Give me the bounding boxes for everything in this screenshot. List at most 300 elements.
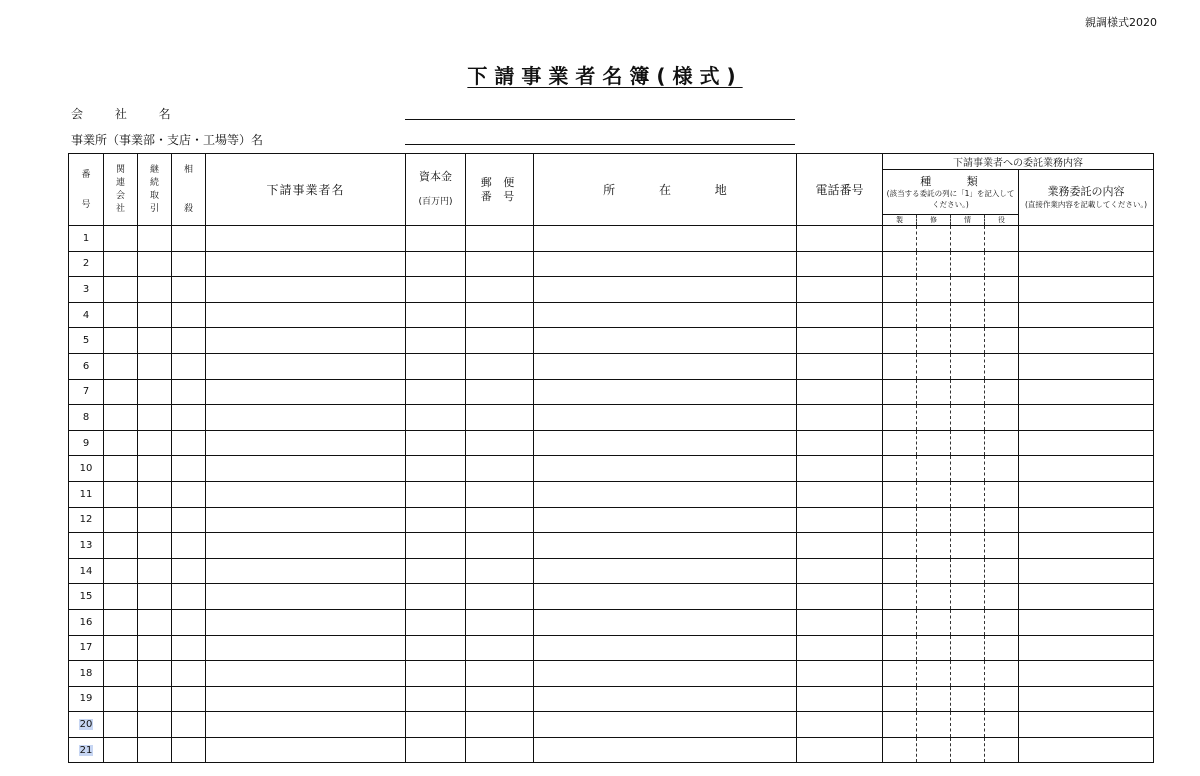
kind-service-cell[interactable] bbox=[985, 712, 1019, 738]
kind-repair-cell[interactable] bbox=[917, 430, 951, 456]
affiliate-cell[interactable] bbox=[104, 584, 138, 610]
row-number-text: 8 bbox=[82, 411, 90, 423]
kind-service-cell[interactable] bbox=[985, 507, 1019, 533]
address-cell[interactable] bbox=[534, 302, 797, 328]
row-number bbox=[69, 481, 104, 507]
affiliate-cell[interactable] bbox=[104, 635, 138, 661]
postal-cell[interactable] bbox=[466, 405, 534, 431]
continuing-cell[interactable] bbox=[138, 456, 172, 482]
phone-cell[interactable] bbox=[797, 405, 883, 431]
affiliate-cell[interactable] bbox=[104, 712, 138, 738]
capital-cell[interactable] bbox=[406, 456, 466, 482]
name-cell[interactable] bbox=[206, 712, 406, 738]
equal-cell[interactable] bbox=[172, 405, 206, 431]
continuing-cell[interactable] bbox=[138, 226, 172, 252]
table-row bbox=[69, 251, 1154, 277]
affiliate-cell[interactable] bbox=[104, 661, 138, 687]
equal-cell[interactable] bbox=[172, 456, 206, 482]
name-cell[interactable] bbox=[206, 328, 406, 354]
affiliate-cell[interactable] bbox=[104, 609, 138, 635]
capital-cell[interactable] bbox=[406, 737, 466, 763]
continuing-cell[interactable] bbox=[138, 661, 172, 687]
name-cell[interactable] bbox=[206, 481, 406, 507]
name-cell[interactable] bbox=[206, 251, 406, 277]
name-cell[interactable] bbox=[206, 533, 406, 559]
address-cell[interactable] bbox=[534, 277, 797, 303]
equal-cell[interactable] bbox=[172, 481, 206, 507]
address-cell[interactable] bbox=[534, 251, 797, 277]
kind-manufacturing-cell[interactable] bbox=[883, 609, 917, 635]
content-cell[interactable] bbox=[1019, 635, 1154, 661]
capital-cell[interactable] bbox=[406, 635, 466, 661]
kind-manufacturing-cell[interactable] bbox=[883, 379, 917, 405]
capital-cell[interactable] bbox=[406, 226, 466, 252]
continuing-cell[interactable] bbox=[138, 635, 172, 661]
content-cell[interactable] bbox=[1019, 405, 1154, 431]
content-cell[interactable] bbox=[1019, 558, 1154, 584]
company-name-field[interactable] bbox=[405, 119, 795, 120]
affiliate-cell[interactable] bbox=[104, 686, 138, 712]
affiliate-cell[interactable] bbox=[104, 533, 138, 559]
address-cell[interactable] bbox=[534, 405, 797, 431]
kind-repair-cell[interactable] bbox=[917, 558, 951, 584]
equal-cell[interactable] bbox=[172, 226, 206, 252]
address-cell[interactable] bbox=[534, 737, 797, 763]
equal-cell[interactable] bbox=[172, 635, 206, 661]
address-cell[interactable] bbox=[534, 558, 797, 584]
kind-repair-cell[interactable] bbox=[917, 379, 951, 405]
kind-information-cell[interactable] bbox=[951, 609, 985, 635]
kind-manufacturing-cell[interactable] bbox=[883, 226, 917, 252]
content-cell[interactable] bbox=[1019, 328, 1154, 354]
page-title bbox=[0, 60, 1200, 89]
kind-information-cell[interactable] bbox=[951, 558, 985, 584]
continuing-cell[interactable] bbox=[138, 405, 172, 431]
kind-information-cell[interactable] bbox=[951, 507, 985, 533]
affiliate-cell[interactable] bbox=[104, 430, 138, 456]
header-subcontractor-name: 下請事業者名 bbox=[206, 154, 406, 226]
affiliate-cell[interactable] bbox=[104, 302, 138, 328]
row-number-text: 15 bbox=[79, 591, 93, 603]
equal-cell[interactable] bbox=[172, 277, 206, 303]
kind-information-cell[interactable] bbox=[951, 584, 985, 610]
name-cell[interactable] bbox=[206, 379, 406, 405]
address-cell[interactable] bbox=[534, 456, 797, 482]
kind-repair-cell[interactable] bbox=[917, 302, 951, 328]
name-cell[interactable] bbox=[206, 226, 406, 252]
row-number-text: 7 bbox=[82, 386, 90, 398]
phone-cell[interactable] bbox=[797, 712, 883, 738]
kind-service-cell[interactable] bbox=[985, 558, 1019, 584]
phone-cell[interactable] bbox=[797, 609, 883, 635]
kind-information-cell[interactable] bbox=[951, 533, 985, 559]
kind-manufacturing-cell[interactable] bbox=[883, 430, 917, 456]
affiliate-cell[interactable] bbox=[104, 405, 138, 431]
row-number bbox=[69, 456, 104, 482]
phone-cell[interactable] bbox=[797, 507, 883, 533]
content-cell[interactable] bbox=[1019, 302, 1154, 328]
continuing-cell[interactable] bbox=[138, 686, 172, 712]
kind-repair-cell[interactable] bbox=[917, 533, 951, 559]
continuing-cell[interactable] bbox=[138, 353, 172, 379]
postal-cell[interactable] bbox=[466, 226, 534, 252]
capital-cell[interactable] bbox=[406, 353, 466, 379]
name-cell[interactable] bbox=[206, 302, 406, 328]
name-cell[interactable] bbox=[206, 609, 406, 635]
postal-cell[interactable] bbox=[466, 609, 534, 635]
address-cell[interactable] bbox=[534, 507, 797, 533]
kind-manufacturing-cell[interactable] bbox=[883, 558, 917, 584]
content-cell[interactable] bbox=[1019, 533, 1154, 559]
kind-information-cell[interactable] bbox=[951, 712, 985, 738]
address-cell[interactable] bbox=[534, 353, 797, 379]
kind-service-cell[interactable] bbox=[985, 430, 1019, 456]
name-cell[interactable] bbox=[206, 405, 406, 431]
address-cell[interactable] bbox=[534, 712, 797, 738]
phone-cell[interactable] bbox=[797, 635, 883, 661]
phone-cell[interactable] bbox=[797, 353, 883, 379]
capital-cell[interactable] bbox=[406, 481, 466, 507]
equal-cell[interactable] bbox=[172, 686, 206, 712]
kind-information-cell[interactable] bbox=[951, 661, 985, 687]
address-cell[interactable] bbox=[534, 328, 797, 354]
kind-service-cell[interactable] bbox=[985, 584, 1019, 610]
continuing-cell[interactable] bbox=[138, 737, 172, 763]
kind-information-cell[interactable] bbox=[951, 353, 985, 379]
equal-cell[interactable] bbox=[172, 584, 206, 610]
content-cell[interactable] bbox=[1019, 712, 1154, 738]
name-cell[interactable] bbox=[206, 353, 406, 379]
kind-information-cell[interactable] bbox=[951, 737, 985, 763]
capital-cell[interactable] bbox=[406, 558, 466, 584]
kind-repair-cell[interactable] bbox=[917, 584, 951, 610]
phone-cell[interactable] bbox=[797, 481, 883, 507]
equal-cell[interactable] bbox=[172, 533, 206, 559]
kind-service-cell[interactable] bbox=[985, 686, 1019, 712]
postal-cell[interactable] bbox=[466, 712, 534, 738]
kind-repair-cell[interactable] bbox=[917, 712, 951, 738]
kind-repair-cell[interactable] bbox=[917, 686, 951, 712]
kind-service-cell[interactable] bbox=[985, 226, 1019, 252]
postal-cell[interactable] bbox=[466, 481, 534, 507]
address-cell[interactable] bbox=[534, 635, 797, 661]
kind-service-cell[interactable] bbox=[985, 277, 1019, 303]
equal-cell[interactable] bbox=[172, 712, 206, 738]
kind-information-cell[interactable] bbox=[951, 430, 985, 456]
row-number-text: 17 bbox=[79, 642, 93, 654]
phone-cell[interactable] bbox=[797, 302, 883, 328]
phone-cell[interactable] bbox=[797, 558, 883, 584]
postal-cell[interactable] bbox=[466, 302, 534, 328]
postal-cell[interactable] bbox=[466, 353, 534, 379]
phone-cell[interactable] bbox=[797, 533, 883, 559]
postal-cell[interactable] bbox=[466, 430, 534, 456]
kind-repair-cell[interactable] bbox=[917, 661, 951, 687]
header-kind-repair: 修 bbox=[917, 215, 951, 226]
kind-information-cell[interactable] bbox=[951, 251, 985, 277]
equal-cell[interactable] bbox=[172, 251, 206, 277]
postal-cell[interactable] bbox=[466, 251, 534, 277]
capital-cell[interactable] bbox=[406, 251, 466, 277]
address-cell[interactable] bbox=[534, 584, 797, 610]
kind-service-cell[interactable] bbox=[985, 405, 1019, 431]
row-number-text: 14 bbox=[79, 565, 93, 577]
content-cell[interactable] bbox=[1019, 507, 1154, 533]
affiliate-cell[interactable] bbox=[104, 558, 138, 584]
kind-repair-cell[interactable] bbox=[917, 737, 951, 763]
content-cell[interactable] bbox=[1019, 251, 1154, 277]
content-cell[interactable] bbox=[1019, 456, 1154, 482]
affiliate-cell[interactable] bbox=[104, 379, 138, 405]
kind-repair-cell[interactable] bbox=[917, 328, 951, 354]
kind-repair-cell[interactable] bbox=[917, 635, 951, 661]
kind-repair-cell[interactable] bbox=[917, 353, 951, 379]
continuing-cell[interactable] bbox=[138, 558, 172, 584]
row-number-text: 2 bbox=[82, 258, 90, 270]
kind-manufacturing-cell[interactable] bbox=[883, 737, 917, 763]
row-number bbox=[69, 226, 104, 252]
kind-manufacturing-cell[interactable] bbox=[883, 405, 917, 431]
content-cell[interactable] bbox=[1019, 737, 1154, 763]
name-cell[interactable] bbox=[206, 430, 406, 456]
kind-information-cell[interactable] bbox=[951, 379, 985, 405]
kind-manufacturing-cell[interactable] bbox=[883, 533, 917, 559]
capital-cell[interactable] bbox=[406, 302, 466, 328]
content-cell[interactable] bbox=[1019, 379, 1154, 405]
kind-service-cell[interactable] bbox=[985, 609, 1019, 635]
name-cell[interactable] bbox=[206, 507, 406, 533]
kind-manufacturing-cell[interactable] bbox=[883, 507, 917, 533]
kind-service-cell[interactable] bbox=[985, 635, 1019, 661]
phone-cell[interactable] bbox=[797, 686, 883, 712]
office-name-field[interactable] bbox=[405, 144, 795, 145]
continuing-cell[interactable] bbox=[138, 712, 172, 738]
content-cell[interactable] bbox=[1019, 609, 1154, 635]
continuing-cell[interactable] bbox=[138, 430, 172, 456]
affiliate-cell[interactable] bbox=[104, 226, 138, 252]
phone-cell[interactable] bbox=[797, 379, 883, 405]
name-cell[interactable] bbox=[206, 456, 406, 482]
content-cell[interactable] bbox=[1019, 686, 1154, 712]
phone-cell[interactable] bbox=[797, 251, 883, 277]
postal-cell[interactable] bbox=[466, 456, 534, 482]
affiliate-cell[interactable] bbox=[104, 737, 138, 763]
address-cell[interactable] bbox=[534, 430, 797, 456]
equal-cell[interactable] bbox=[172, 609, 206, 635]
kind-manufacturing-cell[interactable] bbox=[883, 712, 917, 738]
name-cell[interactable] bbox=[206, 584, 406, 610]
postal-cell[interactable] bbox=[466, 584, 534, 610]
kind-service-cell[interactable] bbox=[985, 328, 1019, 354]
content-cell[interactable] bbox=[1019, 226, 1154, 252]
content-cell[interactable] bbox=[1019, 430, 1154, 456]
capital-cell[interactable] bbox=[406, 661, 466, 687]
table-row bbox=[69, 584, 1154, 610]
kind-manufacturing-cell[interactable] bbox=[883, 328, 917, 354]
kind-service-cell[interactable] bbox=[985, 302, 1019, 328]
kind-repair-cell[interactable] bbox=[917, 507, 951, 533]
postal-cell[interactable] bbox=[466, 379, 534, 405]
kind-manufacturing-cell[interactable] bbox=[883, 635, 917, 661]
capital-cell[interactable] bbox=[406, 609, 466, 635]
equal-cell[interactable] bbox=[172, 737, 206, 763]
equal-cell[interactable] bbox=[172, 379, 206, 405]
table-row bbox=[69, 507, 1154, 533]
kind-manufacturing-cell[interactable] bbox=[883, 481, 917, 507]
kind-information-cell[interactable] bbox=[951, 635, 985, 661]
continuing-cell[interactable] bbox=[138, 609, 172, 635]
kind-manufacturing-cell[interactable] bbox=[883, 251, 917, 277]
name-cell[interactable] bbox=[206, 661, 406, 687]
equal-cell[interactable] bbox=[172, 507, 206, 533]
kind-information-cell[interactable] bbox=[951, 226, 985, 252]
phone-cell[interactable] bbox=[797, 661, 883, 687]
address-cell[interactable] bbox=[534, 686, 797, 712]
kind-information-cell[interactable] bbox=[951, 328, 985, 354]
kind-repair-cell[interactable] bbox=[917, 481, 951, 507]
address-cell[interactable] bbox=[534, 661, 797, 687]
form-code: 親調様式2020 bbox=[1085, 16, 1157, 29]
name-cell[interactable] bbox=[206, 558, 406, 584]
postal-cell[interactable] bbox=[466, 277, 534, 303]
equal-cell[interactable] bbox=[172, 353, 206, 379]
table-body bbox=[69, 226, 1154, 763]
kind-service-cell[interactable] bbox=[985, 251, 1019, 277]
affiliate-cell[interactable] bbox=[104, 328, 138, 354]
affiliate-cell[interactable] bbox=[104, 353, 138, 379]
capital-cell[interactable] bbox=[406, 430, 466, 456]
kind-manufacturing-cell[interactable] bbox=[883, 353, 917, 379]
company-name-label: 会 社 名 bbox=[71, 107, 172, 121]
continuing-cell[interactable] bbox=[138, 302, 172, 328]
kind-service-cell[interactable] bbox=[985, 481, 1019, 507]
capital-cell[interactable] bbox=[406, 507, 466, 533]
continuing-cell[interactable] bbox=[138, 277, 172, 303]
kind-information-cell[interactable] bbox=[951, 302, 985, 328]
capital-cell[interactable] bbox=[406, 584, 466, 610]
postal-cell[interactable] bbox=[466, 328, 534, 354]
kind-information-cell[interactable] bbox=[951, 405, 985, 431]
capital-cell[interactable] bbox=[406, 405, 466, 431]
postal-cell[interactable] bbox=[466, 533, 534, 559]
kind-manufacturing-cell[interactable] bbox=[883, 277, 917, 303]
kind-manufacturing-cell[interactable] bbox=[883, 302, 917, 328]
kind-information-cell[interactable] bbox=[951, 481, 985, 507]
continuing-cell[interactable] bbox=[138, 533, 172, 559]
table-row bbox=[69, 661, 1154, 687]
kind-information-cell[interactable] bbox=[951, 686, 985, 712]
content-cell[interactable] bbox=[1019, 353, 1154, 379]
postal-cell[interactable] bbox=[466, 737, 534, 763]
affiliate-cell[interactable] bbox=[104, 507, 138, 533]
continuing-cell[interactable] bbox=[138, 507, 172, 533]
name-cell[interactable] bbox=[206, 737, 406, 763]
content-cell[interactable] bbox=[1019, 584, 1154, 610]
continuing-cell[interactable] bbox=[138, 379, 172, 405]
kind-repair-cell[interactable] bbox=[917, 251, 951, 277]
kind-repair-cell[interactable] bbox=[917, 456, 951, 482]
office-name-label: 事業所（事業部・支店・工場等）名 bbox=[71, 133, 264, 147]
kind-service-cell[interactable] bbox=[985, 353, 1019, 379]
continuing-cell[interactable] bbox=[138, 251, 172, 277]
content-cell[interactable] bbox=[1019, 277, 1154, 303]
postal-cell[interactable] bbox=[466, 661, 534, 687]
equal-cell[interactable] bbox=[172, 661, 206, 687]
phone-cell[interactable] bbox=[797, 584, 883, 610]
continuing-cell[interactable] bbox=[138, 328, 172, 354]
name-cell[interactable] bbox=[206, 686, 406, 712]
equal-cell[interactable] bbox=[172, 430, 206, 456]
capital-cell[interactable] bbox=[406, 277, 466, 303]
address-cell[interactable] bbox=[534, 609, 797, 635]
capital-cell[interactable] bbox=[406, 686, 466, 712]
address-cell[interactable] bbox=[534, 379, 797, 405]
content-cell[interactable] bbox=[1019, 661, 1154, 687]
kind-repair-cell[interactable] bbox=[917, 405, 951, 431]
table-row bbox=[69, 609, 1154, 635]
content-cell[interactable] bbox=[1019, 481, 1154, 507]
continuing-cell[interactable] bbox=[138, 481, 172, 507]
phone-cell[interactable] bbox=[797, 277, 883, 303]
address-cell[interactable] bbox=[534, 533, 797, 559]
capital-cell[interactable] bbox=[406, 712, 466, 738]
equal-cell[interactable] bbox=[172, 302, 206, 328]
continuing-cell[interactable] bbox=[138, 584, 172, 610]
name-cell[interactable] bbox=[206, 635, 406, 661]
header-content: 業務委託の内容 (直接作業内容を記載してください。) bbox=[1019, 170, 1154, 226]
kind-service-cell[interactable] bbox=[985, 456, 1019, 482]
kind-service-cell[interactable] bbox=[985, 379, 1019, 405]
kind-manufacturing-cell[interactable] bbox=[883, 456, 917, 482]
phone-cell[interactable] bbox=[797, 737, 883, 763]
affiliate-cell[interactable] bbox=[104, 481, 138, 507]
kind-information-cell[interactable] bbox=[951, 456, 985, 482]
phone-cell[interactable] bbox=[797, 328, 883, 354]
row-number-text: 6 bbox=[82, 360, 90, 372]
capital-cell[interactable] bbox=[406, 379, 466, 405]
kind-service-cell[interactable] bbox=[985, 661, 1019, 687]
kind-manufacturing-cell[interactable] bbox=[883, 584, 917, 610]
capital-cell[interactable] bbox=[406, 328, 466, 354]
kind-manufacturing-cell[interactable] bbox=[883, 686, 917, 712]
phone-cell[interactable] bbox=[797, 226, 883, 252]
postal-cell[interactable] bbox=[466, 635, 534, 661]
name-cell[interactable] bbox=[206, 277, 406, 303]
kind-information-cell[interactable] bbox=[951, 277, 985, 303]
kind-service-cell[interactable] bbox=[985, 737, 1019, 763]
address-cell[interactable] bbox=[534, 481, 797, 507]
kind-repair-cell[interactable] bbox=[917, 277, 951, 303]
kind-repair-cell[interactable] bbox=[917, 226, 951, 252]
table-row bbox=[69, 379, 1154, 405]
phone-cell[interactable] bbox=[797, 456, 883, 482]
address-cell[interactable] bbox=[534, 226, 797, 252]
postal-cell[interactable] bbox=[466, 686, 534, 712]
postal-cell[interactable] bbox=[466, 558, 534, 584]
equal-cell[interactable] bbox=[172, 328, 206, 354]
affiliate-cell[interactable] bbox=[104, 277, 138, 303]
capital-cell[interactable] bbox=[406, 533, 466, 559]
phone-cell[interactable] bbox=[797, 430, 883, 456]
kind-manufacturing-cell[interactable] bbox=[883, 661, 917, 687]
table-row bbox=[69, 533, 1154, 559]
equal-cell[interactable] bbox=[172, 558, 206, 584]
affiliate-cell[interactable] bbox=[104, 456, 138, 482]
kind-service-cell[interactable] bbox=[985, 533, 1019, 559]
affiliate-cell[interactable] bbox=[104, 251, 138, 277]
postal-cell[interactable] bbox=[466, 507, 534, 533]
kind-repair-cell[interactable] bbox=[917, 609, 951, 635]
